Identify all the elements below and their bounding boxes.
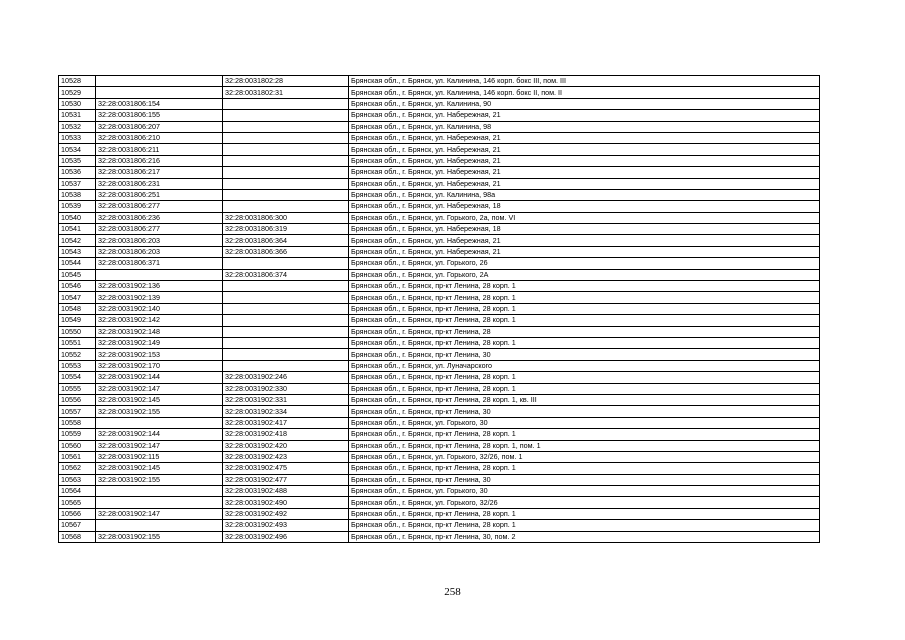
table-row: [59, 337, 820, 348]
row-number-cell: 10538: [59, 189, 96, 200]
address-cell: Брянская обл., г. Брянск, пр-кт Ленина, 28 корп. 1: [349, 337, 820, 348]
page-number: 258: [444, 586, 461, 598]
object-cadastral-number-cell: 32:28:0031806:319: [223, 224, 349, 235]
object-cadastral-number-cell: [223, 303, 349, 314]
row-number-cell: 10566: [59, 508, 96, 519]
address-cell: Брянская обл., г. Брянск, ул. Горького, 30: [349, 417, 820, 428]
land-cadastral-number-cell: 32:28:0031902:144: [96, 372, 223, 383]
table-row: [59, 269, 820, 280]
row-number-cell: 10565: [59, 497, 96, 508]
land-cadastral-number-cell: 32:28:0031806:277: [96, 224, 223, 235]
address-cell: Брянская обл., г. Брянск, пр-кт Ленина, 28 корп. 1, кв. III: [349, 394, 820, 405]
row-number-cell: 10562: [59, 463, 96, 474]
table-row: [59, 474, 820, 485]
table-row: [59, 372, 820, 383]
address-cell: Брянская обл., г. Брянск, пр-кт Ленина, 30, пом. 2: [349, 531, 820, 542]
object-cadastral-number-cell: 32:28:0031902:496: [223, 531, 349, 542]
row-number-cell: 10534: [59, 144, 96, 155]
land-cadastral-number-cell: 32:28:0031806:203: [96, 235, 223, 246]
address-cell: Брянская обл., г. Брянск, ул. Горького, 30: [349, 486, 820, 497]
row-number-cell: 10540: [59, 212, 96, 223]
row-number-cell: 10536: [59, 167, 96, 178]
land-cadastral-number-cell: 32:28:0031806:277: [96, 201, 223, 212]
row-number-cell: 10531: [59, 110, 96, 121]
land-cadastral-number-cell: 32:28:0031806:155: [96, 110, 223, 121]
row-number-cell: 10528: [59, 76, 96, 87]
row-number-cell: 10539: [59, 201, 96, 212]
row-number-cell: 10542: [59, 235, 96, 246]
table-row: [59, 429, 820, 440]
land-cadastral-number-cell: 32:28:0031806:216: [96, 155, 223, 166]
address-cell: Брянская обл., г. Брянск, ул. Набережная, 21: [349, 167, 820, 178]
land-cadastral-number-cell: 32:28:0031902:148: [96, 326, 223, 337]
object-cadastral-number-cell: [223, 144, 349, 155]
object-cadastral-number-cell: 32:28:0031802:28: [223, 76, 349, 87]
object-cadastral-number-cell: [223, 315, 349, 326]
object-cadastral-number-cell: [223, 189, 349, 200]
object-cadastral-number-cell: 32:28:0031902:423: [223, 451, 349, 462]
address-cell: Брянская обл., г. Брянск, ул. Набережная, 18: [349, 201, 820, 212]
object-cadastral-number-cell: 32:28:0031902:334: [223, 406, 349, 417]
object-cadastral-number-cell: [223, 178, 349, 189]
table-row: [59, 451, 820, 462]
address-cell: Брянская обл., г. Брянск, ул. Набережная, 21: [349, 144, 820, 155]
row-number-cell: 10533: [59, 132, 96, 143]
address-cell: Брянская обл., г. Брянск, ул. Набережная, 21: [349, 110, 820, 121]
land-cadastral-number-cell: 32:28:0031902:153: [96, 349, 223, 360]
object-cadastral-number-cell: 32:28:0031902:246: [223, 372, 349, 383]
land-cadastral-number-cell: 32:28:0031806:211: [96, 144, 223, 155]
object-cadastral-number-cell: 32:28:0031902:475: [223, 463, 349, 474]
row-number-cell: 10547: [59, 292, 96, 303]
object-cadastral-number-cell: [223, 326, 349, 337]
address-cell: Брянская обл., г. Брянск, ул. Горького, 32/26, пом. 1: [349, 451, 820, 462]
table-row: [59, 349, 820, 360]
object-cadastral-number-cell: 32:28:0031902:493: [223, 520, 349, 531]
table-row: [59, 360, 820, 371]
land-cadastral-number-cell: [96, 486, 223, 497]
land-cadastral-number-cell: 32:28:0031806:210: [96, 132, 223, 143]
object-cadastral-number-cell: 32:28:0031902:490: [223, 497, 349, 508]
row-number-cell: 10537: [59, 178, 96, 189]
land-cadastral-number-cell: 32:28:0031902:115: [96, 451, 223, 462]
land-cadastral-number-cell: 32:28:0031902:147: [96, 508, 223, 519]
row-number-cell: 10546: [59, 281, 96, 292]
table-row: [59, 76, 820, 87]
row-number-cell: 10556: [59, 394, 96, 405]
land-cadastral-number-cell: 32:28:0031902:147: [96, 383, 223, 394]
row-number-cell: 10561: [59, 451, 96, 462]
land-cadastral-number-cell: 32:28:0031902:155: [96, 406, 223, 417]
address-cell: Брянская обл., г. Брянск, пр-кт Ленина, 28 корп. 1: [349, 292, 820, 303]
table-row: [59, 246, 820, 257]
table-row: [59, 110, 820, 121]
address-cell: Брянская обл., г. Брянск, пр-кт Ленина, 28 корп. 1: [349, 315, 820, 326]
table-row: [59, 531, 820, 542]
object-cadastral-number-cell: [223, 337, 349, 348]
address-cell: Брянская обл., г. Брянск, пр-кт Ленина, 30: [349, 349, 820, 360]
address-cell: Брянская обл., г. Брянск, пр-кт Ленина, 30: [349, 474, 820, 485]
address-cell: Брянская обл., г. Брянск, ул. Калинина, 146 корп. бокс II, пом. II: [349, 87, 820, 98]
row-number-cell: 10530: [59, 98, 96, 109]
table-row: [59, 417, 820, 428]
address-cell: Брянская обл., г. Брянск, пр-кт Ленина, 28 корп. 1: [349, 372, 820, 383]
row-number-cell: 10563: [59, 474, 96, 485]
address-cell: Брянская обл., г. Брянск, ул. Калинина, 90: [349, 98, 820, 109]
land-cadastral-number-cell: 32:28:0031902:147: [96, 440, 223, 451]
row-number-cell: 10544: [59, 258, 96, 269]
address-cell: Брянская обл., г. Брянск, ул. Набережная, 21: [349, 155, 820, 166]
land-cadastral-number-cell: [96, 497, 223, 508]
land-cadastral-number-cell: 32:28:0031902:140: [96, 303, 223, 314]
table-row: [59, 383, 820, 394]
table-row: [59, 87, 820, 98]
table-row: [59, 440, 820, 451]
land-cadastral-number-cell: 32:28:0031902:139: [96, 292, 223, 303]
table-row: [59, 144, 820, 155]
row-number-cell: 10564: [59, 486, 96, 497]
table-row: [59, 167, 820, 178]
table-row: [59, 315, 820, 326]
address-cell: Брянская обл., г. Брянск, ул. Набережная, 18: [349, 224, 820, 235]
land-cadastral-number-cell: 32:28:0031902:170: [96, 360, 223, 371]
land-cadastral-number-cell: 32:28:0031902:145: [96, 394, 223, 405]
land-cadastral-number-cell: 32:28:0031902:145: [96, 463, 223, 474]
table-row: [59, 326, 820, 337]
table-row: [59, 292, 820, 303]
address-cell: Брянская обл., г. Брянск, ул. Калинина, 98: [349, 121, 820, 132]
table-row: [59, 520, 820, 531]
row-number-cell: 10558: [59, 417, 96, 428]
land-cadastral-number-cell: 32:28:0031806:207: [96, 121, 223, 132]
object-cadastral-number-cell: [223, 349, 349, 360]
row-number-cell: 10550: [59, 326, 96, 337]
address-cell: Брянская обл., г. Брянск, пр-кт Ленина, 28 корп. 1: [349, 463, 820, 474]
table-row: [59, 132, 820, 143]
object-cadastral-number-cell: 32:28:0031902:477: [223, 474, 349, 485]
row-number-cell: 10568: [59, 531, 96, 542]
object-cadastral-number-cell: [223, 98, 349, 109]
land-cadastral-number-cell: [96, 269, 223, 280]
address-cell: Брянская обл., г. Брянск, ул. Набережная, 21: [349, 178, 820, 189]
row-number-cell: 10545: [59, 269, 96, 280]
address-cell: Брянская обл., г. Брянск, ул. Горького, 2А: [349, 269, 820, 280]
table-row: [59, 235, 820, 246]
table-row: [59, 463, 820, 474]
object-cadastral-number-cell: 32:28:0031902:417: [223, 417, 349, 428]
row-number-cell: 10554: [59, 372, 96, 383]
row-number-cell: 10532: [59, 121, 96, 132]
object-cadastral-number-cell: [223, 110, 349, 121]
address-cell: Брянская обл., г. Брянск, ул. Калинина, 98а: [349, 189, 820, 200]
object-cadastral-number-cell: 32:28:0031902:420: [223, 440, 349, 451]
table-row: [59, 155, 820, 166]
land-cadastral-number-cell: 32:28:0031806:203: [96, 246, 223, 257]
land-cadastral-number-cell: [96, 520, 223, 531]
address-cell: Брянская обл., г. Брянск, ул. Набережная, 21: [349, 246, 820, 257]
row-number-cell: 10559: [59, 429, 96, 440]
address-cell: Брянская обл., г. Брянск, ул. Луначарского: [349, 360, 820, 371]
land-cadastral-number-cell: 32:28:0031806:236: [96, 212, 223, 223]
table-row: [59, 224, 820, 235]
address-cell: Брянская обл., г. Брянск, пр-кт Ленина, 28 корп. 1, пом. 1: [349, 440, 820, 451]
object-cadastral-number-cell: 32:28:0031806:374: [223, 269, 349, 280]
row-number-cell: 10548: [59, 303, 96, 314]
object-cadastral-number-cell: [223, 292, 349, 303]
land-cadastral-number-cell: [96, 87, 223, 98]
object-cadastral-number-cell: 32:28:0031806:300: [223, 212, 349, 223]
address-cell: Брянская обл., г. Брянск, пр-кт Ленина, 28 корп. 1: [349, 383, 820, 394]
land-cadastral-number-cell: 32:28:0031902:149: [96, 337, 223, 348]
table-row: [59, 406, 820, 417]
object-cadastral-number-cell: 32:28:0031902:331: [223, 394, 349, 405]
table-row: [59, 98, 820, 109]
table-row: [59, 394, 820, 405]
land-cadastral-number-cell: 32:28:0031902:155: [96, 474, 223, 485]
row-number-cell: 10543: [59, 246, 96, 257]
registry-table: [58, 75, 820, 543]
object-cadastral-number-cell: [223, 281, 349, 292]
address-cell: Брянская обл., г. Брянск, пр-кт Ленина, 28 корп. 1: [349, 303, 820, 314]
row-number-cell: 10541: [59, 224, 96, 235]
address-cell: Брянская обл., г. Брянск, пр-кт Ленина, 28: [349, 326, 820, 337]
land-cadastral-number-cell: 32:28:0031806:217: [96, 167, 223, 178]
land-cadastral-number-cell: 32:28:0031902:144: [96, 429, 223, 440]
table-row: [59, 281, 820, 292]
address-cell: Брянская обл., г. Брянск, ул. Горького, 2а, пом. VI: [349, 212, 820, 223]
registry-table-body: [59, 76, 820, 543]
land-cadastral-number-cell: 32:28:0031806:231: [96, 178, 223, 189]
address-cell: Брянская обл., г. Брянск, ул. Горького, 32/26: [349, 497, 820, 508]
row-number-cell: 10567: [59, 520, 96, 531]
table-row: [59, 212, 820, 223]
address-cell: Брянская обл., г. Брянск, пр-кт Ленина, 28 корп. 1: [349, 508, 820, 519]
address-cell: Брянская обл., г. Брянск, ул. Набережная, 21: [349, 235, 820, 246]
table-row: [59, 258, 820, 269]
object-cadastral-number-cell: [223, 258, 349, 269]
object-cadastral-number-cell: [223, 167, 349, 178]
table-row: [59, 303, 820, 314]
object-cadastral-number-cell: [223, 121, 349, 132]
object-cadastral-number-cell: 32:28:0031806:364: [223, 235, 349, 246]
object-cadastral-number-cell: [223, 155, 349, 166]
land-cadastral-number-cell: [96, 76, 223, 87]
table-row: [59, 178, 820, 189]
object-cadastral-number-cell: [223, 201, 349, 212]
row-number-cell: 10535: [59, 155, 96, 166]
object-cadastral-number-cell: 32:28:0031902:330: [223, 383, 349, 394]
table-row: [59, 189, 820, 200]
object-cadastral-number-cell: 32:28:0031902:492: [223, 508, 349, 519]
address-cell: Брянская обл., г. Брянск, ул. Набережная, 21: [349, 132, 820, 143]
object-cadastral-number-cell: 32:28:0031802:31: [223, 87, 349, 98]
object-cadastral-number-cell: 32:28:0031902:488: [223, 486, 349, 497]
row-number-cell: 10557: [59, 406, 96, 417]
row-number-cell: 10560: [59, 440, 96, 451]
address-cell: Брянская обл., г. Брянск, пр-кт Ленина, 28 корп. 1: [349, 520, 820, 531]
object-cadastral-number-cell: [223, 132, 349, 143]
address-cell: Брянская обл., г. Брянск, пр-кт Ленина, 30: [349, 406, 820, 417]
table-row: [59, 121, 820, 132]
land-cadastral-number-cell: 32:28:0031902:155: [96, 531, 223, 542]
row-number-cell: 10551: [59, 337, 96, 348]
table-row: [59, 508, 820, 519]
row-number-cell: 10552: [59, 349, 96, 360]
row-number-cell: 10553: [59, 360, 96, 371]
object-cadastral-number-cell: 32:28:0031806:366: [223, 246, 349, 257]
land-cadastral-number-cell: 32:28:0031806:251: [96, 189, 223, 200]
address-cell: Брянская обл., г. Брянск, пр-кт Ленина, 28 корп. 1: [349, 429, 820, 440]
row-number-cell: 10549: [59, 315, 96, 326]
table-row: [59, 486, 820, 497]
table-row: [59, 497, 820, 508]
row-number-cell: 10529: [59, 87, 96, 98]
land-cadastral-number-cell: 32:28:0031902:142: [96, 315, 223, 326]
land-cadastral-number-cell: 32:28:0031806:371: [96, 258, 223, 269]
object-cadastral-number-cell: [223, 360, 349, 371]
address-cell: Брянская обл., г. Брянск, ул. Калинина, 146 корп. бокс III, пом. III: [349, 76, 820, 87]
object-cadastral-number-cell: 32:28:0031902:418: [223, 429, 349, 440]
row-number-cell: 10555: [59, 383, 96, 394]
table-row: [59, 201, 820, 212]
land-cadastral-number-cell: 32:28:0031806:154: [96, 98, 223, 109]
land-cadastral-number-cell: 32:28:0031902:136: [96, 281, 223, 292]
land-cadastral-number-cell: [96, 417, 223, 428]
address-cell: Брянская обл., г. Брянск, ул. Горького, 26: [349, 258, 820, 269]
address-cell: Брянская обл., г. Брянск, пр-кт Ленина, 28 корп. 1: [349, 281, 820, 292]
